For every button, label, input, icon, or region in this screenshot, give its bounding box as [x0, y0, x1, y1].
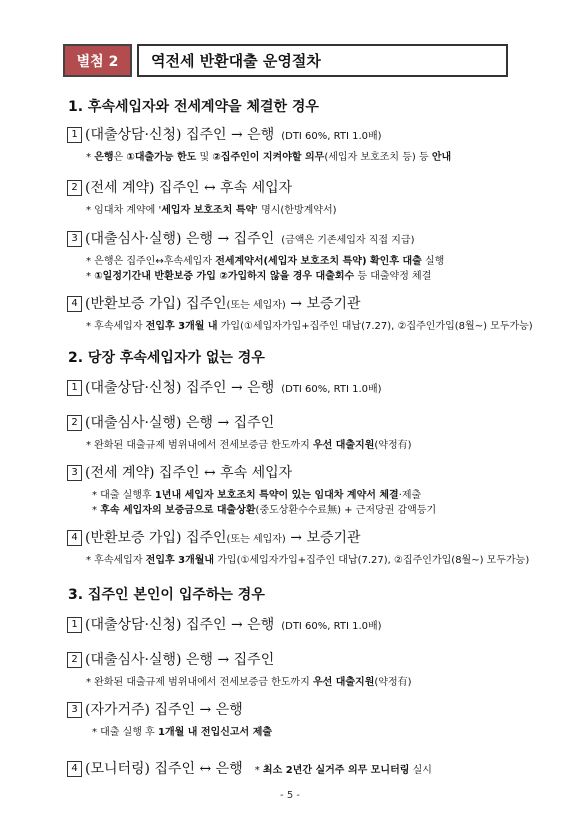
note-text-run: ①일정기간내 반환보증 가입 ②가입하지 않을 경우 대출회수: [94, 271, 355, 282]
note-text-run: 실행: [421, 256, 445, 267]
note-text-run: 세입자 보호조치 특약: [161, 205, 256, 216]
step-number-box: 2: [67, 180, 82, 196]
step-line: [67, 228, 414, 248]
step-parenthetical: (또는 세입자): [226, 534, 286, 545]
step-text: (전세 계약) 집주인 ↔ 후속 세입자: [85, 465, 293, 481]
note-text-run: 은행: [94, 152, 114, 163]
note-text-run: 가입(①세입자가입+집주인 대납(7.27), ②집주인가입(8월~) 모두가능): [217, 321, 533, 332]
step-text: (대출상담·신청) 집주인 → 은행: [85, 380, 275, 396]
step-line: [67, 177, 292, 197]
note-text-run: 실시: [409, 765, 432, 776]
note-text-run: 후속 세입자의 보증금으로 대출상환: [100, 505, 256, 516]
step-number-box: 2: [67, 415, 82, 431]
step-number-box: 1: [67, 617, 82, 633]
step-note: [86, 673, 412, 688]
note-text-run: *: [254, 765, 263, 776]
section-heading: 2. 당장 후속세입자가 없는 경우: [68, 350, 265, 366]
step-line: [67, 758, 432, 778]
step-line: [67, 293, 361, 313]
step-number-box: 1: [67, 380, 82, 396]
step-text: (전세 계약) 집주인 ↔ 후속 세입자: [85, 180, 293, 196]
note-text-run: * 후속세입자: [86, 555, 146, 566]
step-text: (모니터링) 집주인 ↔ 은행: [85, 761, 243, 777]
note-text-run: (약정有): [374, 677, 412, 688]
note-text-run: *: [86, 152, 95, 163]
step-text: (대출심사·실행) 은행 → 집주인: [85, 415, 275, 431]
step-note: [86, 201, 337, 216]
step-line: [67, 462, 292, 482]
step-number-box: 1: [67, 127, 82, 143]
note-text-run: 및: [196, 152, 213, 163]
note-text-run: * 은행은 집주인↔후속세입자: [86, 256, 216, 267]
step-line: [67, 614, 382, 634]
step-line: [67, 377, 382, 397]
step-note: [92, 486, 421, 501]
step-parenthetical: (DTI 60%, RTI 1.0배): [281, 621, 382, 632]
step-text: (반환보증 가입) 집주인: [85, 530, 227, 546]
note-text-run: 1년내 세입자 보호조치 특약이 있는 임대차 계약서 체결: [154, 490, 399, 501]
step-line: [67, 527, 361, 547]
step-parenthetical: (DTI 60%, RTI 1.0배): [281, 131, 382, 142]
step-parenthetical: (또는 세입자): [226, 300, 286, 311]
section-heading: 3. 집주인 본인이 입주하는 경우: [68, 587, 265, 603]
note-text-run: 우선 대출지원: [312, 440, 375, 451]
note-text-run: 전입후 3개월내: [145, 555, 215, 566]
note-text-run: 전세계약서(세입자 보호조치 특약) 확인후 대출: [215, 256, 422, 267]
step-line: [67, 412, 274, 432]
step-text: (자가거주) 집주인 → 은행: [85, 702, 243, 718]
step-text: (대출상담·신청) 집주인 → 은행: [85, 127, 275, 143]
note-text-run: *: [92, 505, 101, 516]
step-line: [67, 124, 382, 144]
step-number-box: 3: [67, 465, 82, 481]
step-number-box: 4: [67, 296, 82, 312]
step-number-box: 3: [67, 231, 82, 247]
step-text: (반환보증 가입) 집주인: [85, 296, 227, 312]
step-number-box: 4: [67, 761, 82, 777]
note-text-run: ①대출가능 한도: [126, 152, 197, 163]
appendix-badge: 별첨 2: [63, 44, 132, 77]
note-text-run: ·제출: [398, 490, 422, 501]
note-text-run: 1개월 내 전입신고서 제출: [158, 727, 273, 738]
note-text-run: 가입(①세입자가입+집주인 대납(7.27), ②집주인가입(8월~) 모두가능): [214, 555, 530, 566]
page-number: - 5 -: [280, 790, 300, 801]
step-note: [86, 267, 431, 282]
step-text: (대출상담·신청) 집주인 → 은행: [85, 617, 275, 633]
step-number-box: 4: [67, 530, 82, 546]
note-text-run: * 완화된 대출규제 범위내에서 전세보증금 한도까지: [86, 677, 313, 688]
step-number-box: 3: [67, 702, 82, 718]
step-line: [67, 699, 243, 719]
note-text-run: (약정有): [374, 440, 412, 451]
section-heading: 1. 후속세입자와 전세계약을 체결한 경우: [68, 99, 319, 115]
note-text-run: 전입후 3개월 내: [145, 321, 218, 332]
step-number-box: 2: [67, 652, 82, 668]
step-line: [67, 649, 274, 669]
note-text-run: (세입자 보호조치 등) 등: [324, 152, 432, 163]
note-text-run: 등 대출약정 체결: [354, 271, 432, 282]
step-note: [92, 501, 436, 516]
step-parenthetical: (DTI 60%, RTI 1.0배): [281, 384, 382, 395]
note-text-run: (중도상환수수료無) + 근저당권 감액등기: [255, 505, 437, 516]
step-note: [92, 723, 272, 738]
note-text-run: * 대출 실행후: [92, 490, 155, 501]
step-note: [86, 551, 529, 566]
step-note: [86, 252, 444, 267]
step-note: [86, 148, 451, 163]
step-note: [86, 317, 533, 332]
note-text-run: * 대출 실행 후: [92, 727, 159, 738]
step-parenthetical: (금액은 기존세입자 직접 지급): [281, 235, 415, 246]
note-text-run: *: [86, 271, 95, 282]
step-text: (대출심사·실행) 은행 → 집주인: [85, 231, 275, 247]
step-note: [86, 436, 412, 451]
appendix-title: 역전세 반환대출 운영절차: [137, 44, 508, 77]
step-text-continued: → 보증기관: [285, 296, 361, 312]
note-text-run: 우선 대출지원: [312, 677, 375, 688]
note-text-run: * 임대차 계약에 ': [86, 205, 162, 216]
note-text-run: * 완화된 대출규제 범위내에서 전세보증금 한도까지: [86, 440, 313, 451]
note-text-run: ②집주인이 지켜야할 의무: [212, 152, 325, 163]
note-text-run: ' 명시(한방계약서): [255, 205, 337, 216]
appendix-header: [63, 44, 508, 77]
step-text: (대출심사·실행) 은행 → 집주인: [85, 652, 275, 668]
step-text-continued: → 보증기관: [285, 530, 361, 546]
note-text-run: 안내: [431, 152, 452, 163]
note-text-run: 최소 2년간 실거주 의무 모니터링: [262, 765, 410, 776]
note-text-run: 은: [113, 152, 127, 163]
inline-note: [255, 765, 432, 776]
note-text-run: * 후속세입자: [86, 321, 146, 332]
